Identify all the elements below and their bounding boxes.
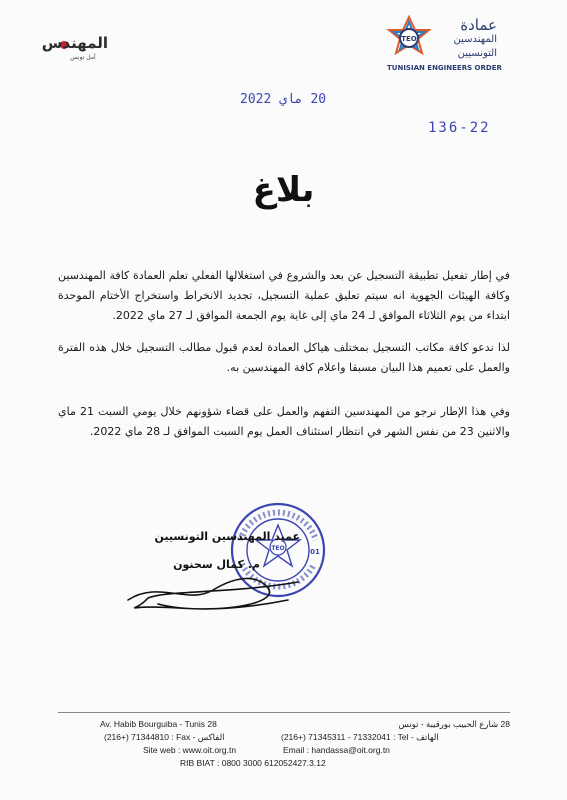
footer-website[interactable]: Site web : www.oit.org.tn (143, 745, 237, 755)
seal-number: 01 (310, 548, 320, 556)
teo-star-logo-icon (385, 14, 433, 62)
brand-arabic-line2: المهندسين (453, 34, 497, 45)
almohandes-name: المهندس (41, 34, 108, 52)
reference-number-stamp: 136-22 (428, 120, 491, 136)
signatory-name: م. كمال سحنون (173, 558, 260, 571)
body-paragraph-3: وفي هذا الإطار نرجو من المهندسين التفهم والعمل على قضاء شؤونهم خلال يومي السبت 21 ماي والاثنين 23 من نفس الشهر في انتظار استئناف العمل يوم السبت الموافق لـ 28 ماي 2022. (58, 405, 510, 438)
footer-divider (58, 712, 510, 713)
almohandes-subtitle: أمل تونس (70, 54, 96, 61)
brand-arabic-line1: عمادة (460, 16, 497, 34)
document-title: بلاغ (252, 170, 315, 210)
footer-rib: RIB BIAT : 0800 3000 612052427.3.12 (180, 758, 326, 768)
seal-text: TEO (271, 545, 285, 552)
brand-arabic-line3: التونسيين (457, 48, 497, 59)
footer-email[interactable]: Email : handassa@oit.org.tn (283, 745, 390, 755)
footer-fax: (216+) 71344810 : Fax - الفاكس (104, 732, 225, 742)
date-stamp: 20 ماي 2022 (240, 92, 327, 107)
almohandes-logo (41, 30, 108, 70)
handwritten-signature (118, 560, 318, 620)
body-paragraph-2: لذا ندعو كافة مكاتب التسجيل بمختلف هياكل العمادة لعدم قبول مطالب التسجيل خلال هذه الفترة والعمل على تعميم هذا البيان مسبقا واعلام كافة المهندسين به. (58, 341, 510, 374)
signatory-title: عميد المهندسين التونسيين (154, 530, 300, 543)
footer-tel: (216+) 71345311 - 71332041 : Tel - الهاتف (281, 732, 439, 742)
brand-english-name: TUNISIAN ENGINEERS ORDER (387, 64, 502, 72)
footer-address-fr: Av. Habib Bourguiba - Tunis 28 (100, 719, 217, 729)
footer-address-ar: 28 شارع الحبيب بورقيبة - تونس (398, 719, 510, 729)
body-paragraph-1: في إطار تفعيل تطبيقة التسجيل عن بعد والشروع في استغلالها الفعلي تعلم العمادة كافة المهندسين وكافة الهيئات الجهوية انه سيتم تعليق عملية التسجيل، تجديد الانخراط واستخراج الأختام الموحدة ابتداء من يوم الثلاثاء الموافق لـ 24 ماي إلى غاية يوم الجمعة الموافق لـ 27 ماي 2022. (58, 269, 510, 322)
teo-brand (385, 14, 535, 76)
teo-logo-text: TEO (401, 35, 417, 43)
